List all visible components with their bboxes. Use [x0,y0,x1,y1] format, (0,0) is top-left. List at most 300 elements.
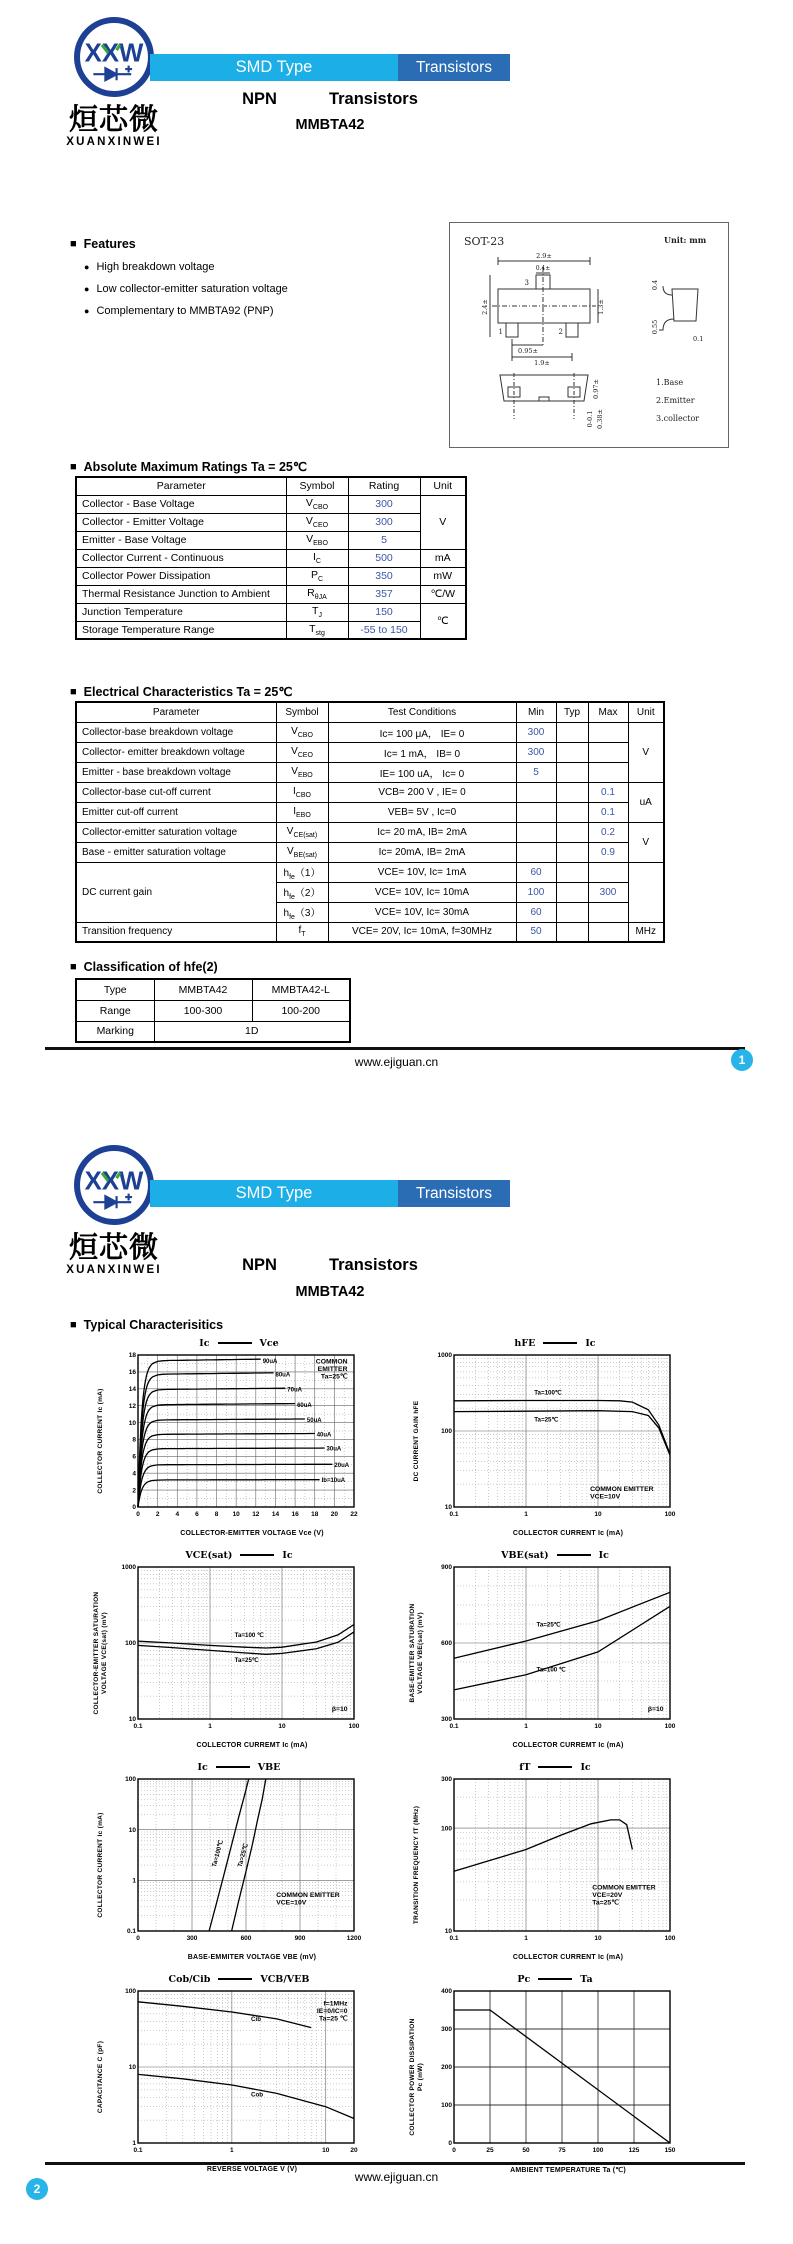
svg-text:22: 22 [350,1511,358,1518]
cell: Ic= 1 mA， IB= 0 [328,742,516,762]
svg-text:16: 16 [128,1369,136,1377]
chart-title: Pc Ta [517,1973,593,1985]
svg-text:0.4±: 0.4± [535,265,551,272]
cell [516,822,556,842]
header-row [76,477,466,495]
svg-text:10: 10 [444,1504,452,1512]
elec-char-table [75,701,665,943]
page-2 [0,1122,793,2244]
footer-rule [45,2162,745,2165]
cell: MMBTA42-L [252,979,350,1000]
cell [588,762,628,782]
cell: $V_{CBO}$ [276,722,328,742]
cell: $T_{stg}$ [286,621,348,639]
svg-text:100: 100 [125,1640,136,1648]
svg-text:0.1: 0.1 [449,1935,459,1942]
cell: 5 [516,762,556,782]
device-category: Transistors [328,1256,418,1274]
x-axis-label: AMBIENT TEMPERATURE Ta (℃) [510,2167,626,2174]
svg-text:10: 10 [594,1935,602,1942]
dot-bullet-icon: ● [84,306,90,316]
svg-text:0.1: 0.1 [449,1723,459,1730]
svg-text:14: 14 [128,1385,136,1393]
svg-text:2: 2 [155,1511,160,1518]
chart-vbe-saturation [404,1548,706,1760]
column-header: Min [516,702,556,722]
svg-text:90uA: 90uA [262,1358,278,1365]
cell: Marking [76,1021,154,1042]
svg-text:0.97±: 0.97± [592,379,600,399]
table-row [76,513,466,531]
cell: VCE= 10V, Ic= 30mA [328,902,516,922]
cell: $V_{CE(sat)}$ [276,822,328,842]
cell: 50 [516,922,556,942]
column-header: Unit [628,702,664,722]
cell: Type [76,979,154,1000]
cell: 100-200 [252,1000,350,1021]
svg-text:3: 3 [524,279,529,287]
chart-plot [430,1774,680,1956]
table-row [76,762,664,782]
cell: MMBTA42 [154,979,252,1000]
cell [588,862,628,882]
svg-text:2: 2 [132,1487,136,1495]
cell: Range [76,1000,154,1021]
cell: VCB= 200 V , IE= 0 [328,782,516,802]
chart-title: Ic VBE [197,1761,281,1773]
cell: 300 [516,742,556,762]
cell: Collector-emitter saturation voltage [76,822,276,842]
cell: 500 [348,549,420,567]
chart-plot [114,1774,364,1956]
svg-text:0.1: 0.1 [133,1723,143,1730]
device-polarity: NPN [242,90,277,108]
cell: $V_{CEO}$ [286,513,348,531]
cell [556,882,588,902]
svg-text:1: 1 [132,2140,136,2148]
cell [556,822,588,842]
chart-dc-current-gain [404,1336,706,1548]
svg-text:8: 8 [214,1511,219,1518]
chart-plot [114,1350,364,1532]
logo-letters: XXW [84,39,144,68]
square-bullet-icon: ■ [70,685,77,698]
svg-text:Ta=100℃: Ta=100℃ [534,1389,562,1397]
svg-text:2.4±: 2.4± [481,299,489,315]
x-axis-label: COLLECTOR-EMITTER VOLTAGE Vce (V) [180,1530,324,1537]
cell: Ic= 100 μA， IE= 0 [328,722,516,742]
cell: V [628,822,664,862]
svg-text:Ta=25℃: Ta=25℃ [320,1373,348,1381]
x-axis-label: COLLECTOR CURRENT Ic (mA) [512,1954,624,1961]
svg-text:50: 50 [522,2147,530,2154]
cell: 100 [516,882,556,902]
svg-text:60uA: 60uA [297,1402,312,1409]
cell: uA [628,782,664,822]
cell [556,862,588,882]
y-axis-label: COLLECTOR CURRENT Ic (mA) [97,1388,104,1494]
svg-text:Ta=100℃: Ta=100℃ [210,1839,225,1868]
svg-text:10: 10 [128,2064,136,2072]
cell: Collector Current - Continuous [76,549,286,567]
x-axis-label: REVERSE VOLTAGE V (V) [206,2166,298,2173]
svg-text:10: 10 [128,1716,136,1724]
svg-text:0.1: 0.1 [693,335,704,343]
cell: 0.9 [588,842,628,862]
svg-text:12: 12 [252,1511,260,1518]
column-header: Symbol [276,702,328,722]
pin-label-emitter: 2.Emitter [656,396,695,405]
cell: Ic= 20mA, IB= 2mA [328,842,516,862]
svg-text:600: 600 [240,1935,252,1942]
svg-text:20: 20 [330,1511,338,1518]
cell: Base - emitter saturation voltage [76,842,276,862]
table-row [76,842,664,862]
cell: Emitter - Base Voltage [76,531,286,549]
cell: 0.2 [588,822,628,842]
cell: $V_{CBO}$ [286,495,348,513]
transistors-label: Transistors [398,1180,510,1207]
chart-capacitance [88,1972,390,2184]
cell: 0.1 [588,802,628,822]
cell [556,762,588,782]
table-row [76,603,466,621]
cell: Collector - Emitter Voltage [76,513,286,531]
cell: $h_{fe}(2)$ [276,882,328,902]
svg-text:10: 10 [128,1826,136,1834]
typical-characteristics-heading: ■ Typical Characterisitics [70,1318,224,1332]
data-table [75,701,665,943]
cell: VCE= 10V, Ic= 10mA [328,882,516,902]
brand-logo-mark [71,1142,157,1228]
svg-text:0.95±: 0.95± [518,347,538,355]
svg-text:100: 100 [441,1825,452,1833]
abs-max-heading: ■ Absolute Maximum Ratings Ta = 25℃ [70,460,307,474]
column-header: Typ [556,702,588,722]
part-number: MMBTA42 [295,1284,365,1300]
svg-text:2: 2 [558,328,563,336]
svg-text:300: 300 [186,1935,198,1942]
cell: Collector-base cut-off current [76,782,276,802]
footer-rule [45,1047,745,1050]
footer-site: www.ejiguan.cn [354,1055,439,1069]
svg-text:0: 0 [136,1511,140,1518]
dot-bullet-icon: ● [84,262,90,272]
table-row [76,531,466,549]
charts-grid [88,1336,720,2184]
cell: ℃ [420,603,466,639]
svg-text:0.4: 0.4 [651,279,659,291]
cell: Thermal Resistance Junction to Ambient [76,585,286,603]
svg-text:100: 100 [441,1428,452,1436]
title-dash [538,1978,572,1980]
dot-bullet-icon: ● [84,284,90,294]
svg-text:1200: 1200 [346,1935,362,1942]
header-bar [150,1180,510,1207]
cell: Storage Temperature Range [76,621,286,639]
svg-text:Ta=25℃: Ta=25℃ [536,1621,561,1629]
cell: Collector- emitter breakdown voltage [76,742,276,762]
cell: $I_C$ [286,549,348,567]
table-row [76,862,664,882]
device-category: Transistors [328,90,418,108]
features-heading: ■ Features [70,237,136,251]
svg-text:100: 100 [441,2102,452,2110]
brand-name-cn: 烜芯微 [68,1232,159,1264]
svg-text:100: 100 [664,1511,676,1518]
cell: $T_J$ [286,603,348,621]
svg-text:1: 1 [230,2147,234,2154]
title-dash [538,1766,572,1768]
svg-text:50uA: 50uA [306,1418,322,1425]
title-dash [218,1342,252,1344]
cell: $f_T$ [276,922,328,942]
svg-text:COMMON EMITTER: COMMON EMITTER [276,1892,340,1899]
title-dash [557,1554,591,1556]
cell [588,922,628,942]
svg-text:20: 20 [350,2147,358,2154]
elec-char-heading: ■ Electrical Characteristics Ta = 25℃ [70,685,293,699]
cell: VCE= 10V, Ic= 1mA [328,862,516,882]
svg-text:0-0.1: 0-0.1 [586,410,594,428]
cell [556,922,588,942]
svg-text:4: 4 [132,1470,136,1478]
title-dash [543,1342,577,1344]
part-number: MMBTA42 [295,117,365,133]
cell: $V_{EBO}$ [276,762,328,782]
cell: V [628,722,664,782]
svg-text:600: 600 [441,1640,452,1648]
cell: V [420,495,466,549]
logo-diode-icon [93,66,132,81]
column-header: Test Conditions [328,702,516,722]
data-table [75,476,467,640]
svg-text:1: 1 [524,1723,528,1730]
svg-text:10: 10 [278,1723,286,1730]
svg-text:Ta=25 ℃: Ta=25 ℃ [319,2015,348,2023]
svg-text:0.1: 0.1 [133,2147,143,2154]
x-axis-label: COLLECTOR CURREMT Ic (mA) [512,1742,624,1749]
cell: $R_{\theta JA}$ [286,585,348,603]
table-row [76,585,466,603]
svg-text:0: 0 [136,1935,140,1942]
chart-title: Ic Vce [199,1337,279,1349]
svg-text:20uA: 20uA [334,1462,350,1469]
svg-text:6: 6 [195,1511,199,1518]
chart-plot [430,1562,680,1744]
cell [556,902,588,922]
abs-max-table [75,476,467,640]
cell: 5 [348,531,420,549]
transistors-label: Transistors [398,54,510,81]
svg-text:900: 900 [294,1935,306,1942]
svg-text:300: 300 [441,1716,452,1724]
cell [556,782,588,802]
svg-text:COMMON EMITTER: COMMON EMITTER [590,1486,654,1494]
svg-text:0.55: 0.55 [651,319,659,335]
svg-text:25: 25 [486,2147,494,2154]
logo-diode-icon [93,1194,132,1209]
y-axis-label: DC CURRENT GAIN hFE [413,1400,420,1482]
chart-plot [114,1562,364,1744]
square-bullet-icon: ■ [70,1319,77,1331]
svg-text:1000: 1000 [121,1564,136,1572]
svg-text:Ta=100 ℃: Ta=100 ℃ [536,1666,566,1674]
square-bullet-icon: ■ [70,961,77,973]
svg-text:1: 1 [524,1935,528,1942]
sot23-drawing [450,223,728,447]
cell [628,862,664,922]
cell: Emitter - base breakdown voltage [76,762,276,782]
svg-text:Ib=10uA: Ib=10uA [321,1477,346,1484]
brand-name-en: XUANXINWEI [66,136,162,148]
svg-text:IE=0/IC=0: IE=0/IC=0 [316,2008,348,2016]
svg-text:75: 75 [558,2147,566,2154]
feature-item: ● Low collector-emitter saturation voltage [84,283,288,295]
table-row [76,722,664,742]
cell: 300 [516,722,556,742]
svg-text:100: 100 [664,1935,676,1942]
device-polarity: NPN [242,1256,277,1274]
chart-plot [114,1986,364,2168]
svg-text:Cob: Cob [251,2091,264,2099]
cell: Transition frequency [76,922,276,942]
classification-heading: ■ Classification of hfe(2) [70,960,218,974]
svg-text:100: 100 [592,2147,604,2154]
page-number-badge: 1 [731,1049,753,1071]
table-row [76,802,664,822]
cell: Ic= 20 mA, IB= 2mA [328,822,516,842]
pin-label-collector: 3.collector [656,414,700,423]
svg-text:10: 10 [232,1511,240,1518]
svg-text:Ta=25℃: Ta=25℃ [236,1842,250,1868]
cell [556,802,588,822]
cell [588,742,628,762]
cell [588,902,628,922]
svg-text:1.3±: 1.3± [597,299,605,315]
chart-plot [430,1350,680,1532]
package-unit: Unit: mm [664,235,707,245]
cell: 357 [348,585,420,603]
svg-text:14: 14 [271,1511,280,1518]
svg-text:VCE=20V: VCE=20V [592,1891,623,1899]
svg-text:0: 0 [448,2140,452,2148]
column-header: Parameter [76,702,276,722]
x-axis-label: COLLECTOR CURRENT Ic (mA) [512,1530,624,1537]
cell [556,842,588,862]
y-axis-label: COLLECTOR-EMITTER SATURATION VOLTAGE VCE(sat) (mV) [93,1591,108,1715]
svg-text:8: 8 [132,1436,136,1444]
svg-text:100: 100 [664,1723,676,1730]
cell: 60 [516,902,556,922]
svg-text:Ta=100 ℃: Ta=100 ℃ [234,1631,265,1639]
cell: DC current gain [76,862,276,922]
svg-text:12: 12 [128,1402,136,1410]
chart-title: VCE(sat) Ic [185,1549,293,1561]
svg-text:400: 400 [441,1988,452,1996]
svg-text:80uA: 80uA [275,1372,291,1379]
y-axis-label: COLLECTOR POWER DISSIPATION Pc (mW) [409,2018,424,2136]
cell [588,722,628,742]
svg-text:COMMON EMITTER: COMMON EMITTER [592,1884,656,1892]
svg-text:10: 10 [322,2147,330,2154]
feature-item: ● Complementary to MMBTA92 (PNP) [84,305,274,317]
brand-logo-mark [71,14,157,100]
cell: $I_{CBO}$ [276,782,328,802]
svg-text:Ta=25℃: Ta=25℃ [234,1657,259,1665]
title-dash [216,1766,250,1768]
cell: $I_{EBO}$ [276,802,328,822]
cell: $V_{EBO}$ [286,531,348,549]
feature-item: ● High breakdown voltage [84,261,215,273]
chart-output-characteristics [88,1336,390,1548]
cell: mW [420,567,466,585]
svg-text:1.9±: 1.9± [534,359,550,367]
table-row [76,782,664,802]
classification-table [75,978,351,1043]
table-row [76,979,350,1000]
cell: Collector Power Dissipation [76,567,286,585]
svg-text:150: 150 [664,2147,676,2154]
svg-text:Ta=25℃: Ta=25℃ [592,1899,619,1907]
cell: mA [420,549,466,567]
x-axis-label: BASE-EMMITER VOLTAGE VBE (mV) [187,1954,317,1961]
svg-text:100: 100 [125,1776,136,1784]
package-name: SOT-23 [464,235,505,248]
cell: $V_{BE(sat)}$ [276,842,328,862]
svg-text:10: 10 [594,1723,602,1730]
cell: 1D [154,1021,350,1042]
svg-text:10: 10 [128,1419,136,1427]
package-diagram [449,222,729,448]
logo-letters: XXW [84,1167,144,1196]
svg-text:1: 1 [132,1877,136,1885]
y-axis-label: BASE-EMITTER SATURATION VOLTAGE VBE(sat) (mV) [409,1603,424,1703]
cell: VEB= 5V , Ic=0 [328,802,516,822]
device-type-line [150,90,510,109]
svg-text:40uA: 40uA [316,1432,332,1439]
data-table [75,978,351,1043]
cell: 300 [348,513,420,531]
square-bullet-icon: ■ [70,460,77,473]
y-axis-label: CAPACITANCE C (pF) [97,2040,104,2114]
svg-text:1: 1 [208,1723,212,1730]
chart-title: Cob/Cib VCB/VEB [168,1973,310,1985]
cell: $h_{fe}(3)$ [276,902,328,922]
table-row [76,1021,350,1042]
table-row [76,549,466,567]
svg-text:1: 1 [498,328,503,336]
chart-title: fT Ic [519,1761,591,1773]
svg-text:100: 100 [125,1988,136,1996]
svg-text:COMMON: COMMON [315,1358,348,1366]
cell: -55 to 150 [348,621,420,639]
svg-text:18: 18 [128,1352,136,1360]
svg-text:10: 10 [594,1511,602,1518]
device-type-line [150,1256,510,1275]
cell: $h_{fe}(1)$ [276,862,328,882]
title-dash [218,1978,252,1980]
table-row [76,822,664,842]
square-bullet-icon: ■ [70,238,77,250]
svg-text:30uA: 30uA [326,1446,342,1453]
chart-vce-saturation [88,1548,390,1760]
cell: Emitter cut-off current [76,802,276,822]
title-dash [240,1554,274,1556]
svg-text:0.38±: 0.38± [596,409,604,429]
svg-text:70uA: 70uA [287,1387,302,1394]
cell: $P_C$ [286,567,348,585]
